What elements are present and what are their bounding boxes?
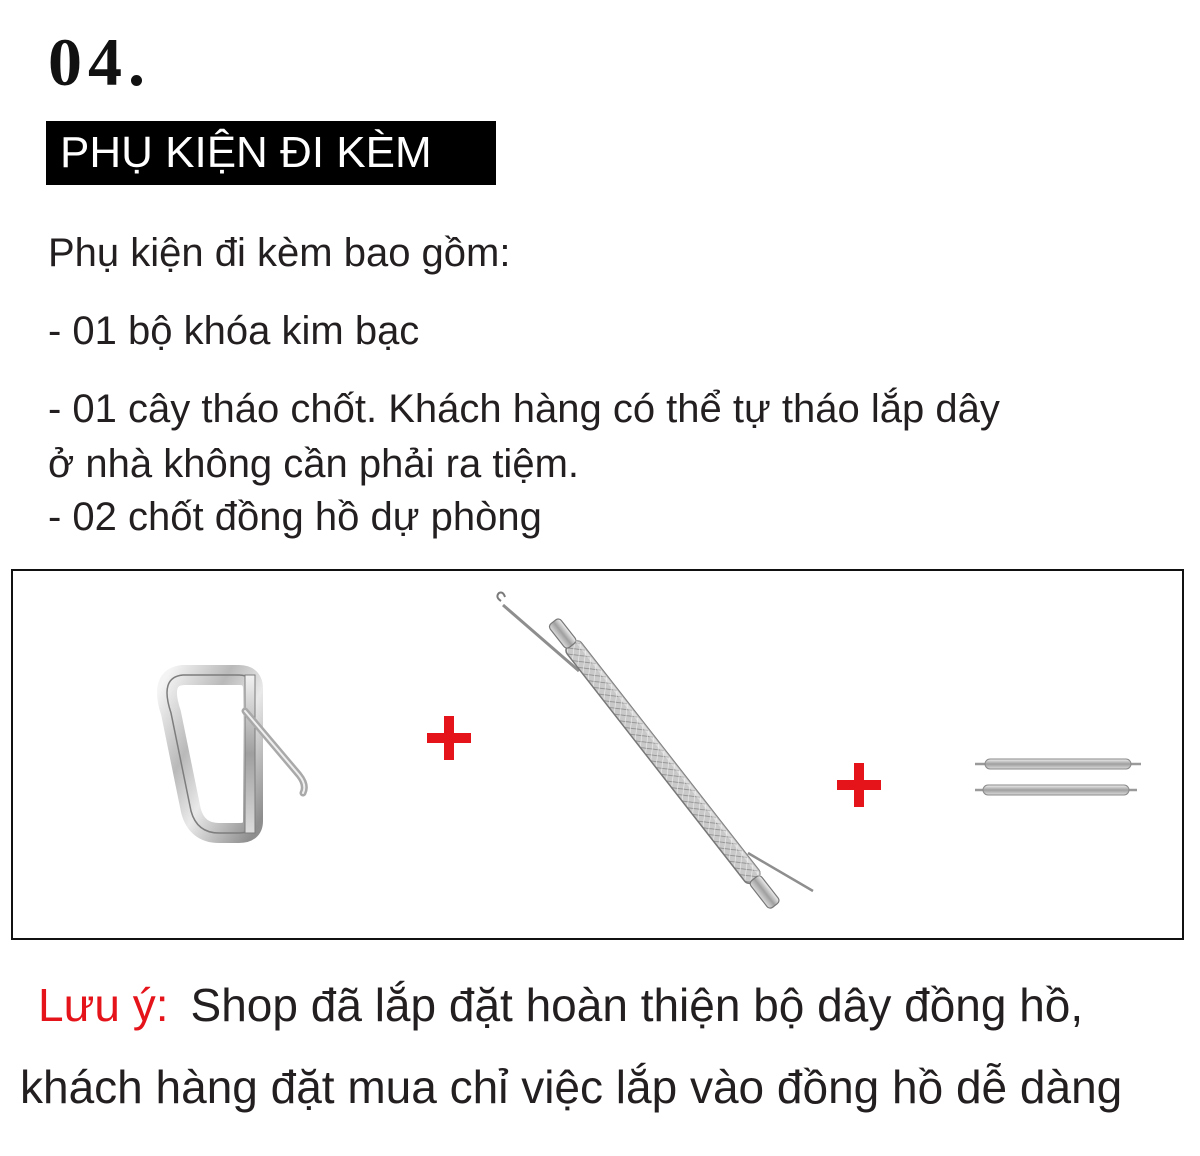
spring-bars-icon — [975, 759, 1141, 795]
accessory-line-buckle: - 01 bộ khóa kim bạc — [48, 309, 420, 353]
section-title-banner: PHỤ KIỆN ĐI KÈM — [46, 121, 496, 185]
pin-buckle-icon — [167, 675, 304, 833]
note-label: Lưu ý: — [38, 979, 169, 1031]
note-line-1 — [38, 980, 1083, 1031]
spring-bar-tool-icon — [497, 593, 813, 911]
note-line-2: khách hàng đặt mua chỉ việc lắp vào đồng hồ dễ dàng — [20, 1061, 1123, 1113]
accessory-line-tool-continued: ở nhà không cần phải ra tiệm. — [48, 442, 579, 486]
section-number: 04. — [48, 24, 151, 100]
accessory-line-spring-bars: - 02 chốt đồng hồ dự phòng — [48, 495, 542, 539]
plus-icon — [427, 716, 471, 760]
accessories-intro: Phụ kiện đi kèm bao gồm: — [48, 231, 511, 275]
plus-icon — [837, 763, 881, 807]
accessory-line-tool: - 01 cây tháo chốt. Khách hàng có thể tự tháo lắp dây — [48, 387, 1000, 431]
note-text-1: Shop đã lắp đặt hoàn thiện bộ dây đồng hồ, — [190, 979, 1084, 1031]
accessories-image-box — [11, 569, 1184, 940]
